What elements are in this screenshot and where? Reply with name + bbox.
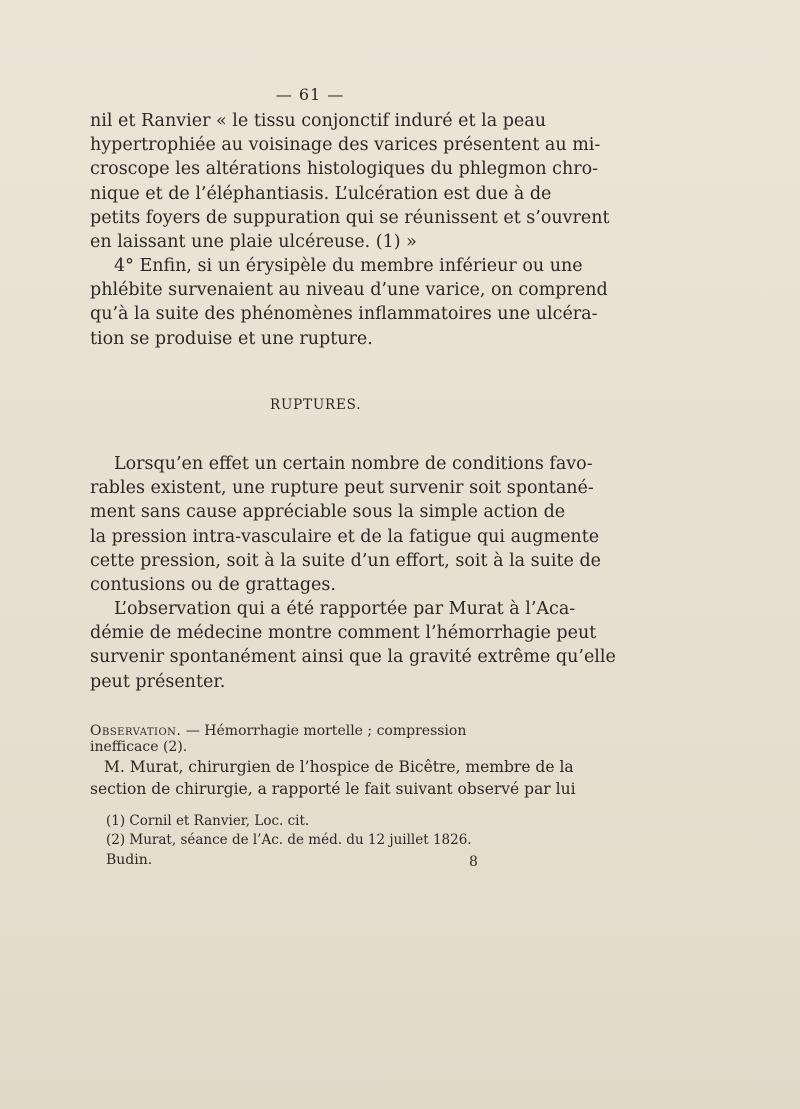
footnotes [106,812,526,850]
text-line: survenir spontanément ainsi que la gravité extrême qu’elle [90,647,616,668]
text-line: nique et de l’éléphantiasis. L’ulcération est due à de [90,183,552,204]
text-line: en laissant une plaie ulcéreuse. (1) » [90,232,417,253]
text-line: phlébite survenaient au niveau d’une varice, on comprend [90,280,608,301]
observation-label: Observation. [90,723,182,739]
text-line: croscope les altérations histologiques du phlegmon chro- [90,159,599,180]
page-number: — 61 — [275,85,345,104]
paragraph-murat [90,597,616,694]
text-line: M. Murat, chirurgien de l’hospice de Bicêtre, membre de la [104,758,574,776]
paragraph-point-4 [90,254,608,351]
text-line: nil et Ranvier « le tissu conjonctif induré et la peau [90,111,546,131]
text-line: 4° Enfin, si un érysipèle du membre inférieur ou une [114,256,583,276]
text-line: ment sans cause appréciable sous la simple action de [90,502,566,523]
text-line: hypertrophiée au voisinage des varices présentent au mi- [90,135,601,156]
footnote-2: (2) Murat, séance de l’Ac. de méd. du 12 juillet 1826. [106,832,472,848]
paragraph-ruptures [90,452,602,597]
footnote-1: (1) Cornil et Ranvier, Loc. cit. [106,813,310,829]
signature-number: 8 [469,854,478,870]
text-line: petits foyers de suppuration qui se réunissent et s’ouvrent [90,207,610,228]
text-line: démie de médecine montre comment l’hémorrhagie peut [90,623,597,644]
observation-title [90,723,530,755]
text-line: qu’à la suite des phénomènes inflammatoires une ulcéra- [90,304,598,325]
observation-text: — Hémorrhagie mortelle ; compression inefficace (2). [90,723,467,755]
paragraph-observation [90,756,576,800]
text-line: rables existent, une rupture peut survenir soit spontané- [90,478,594,499]
text-line: Lorsqu’en effet un certain nombre de conditions favo- [114,454,593,474]
text-line: section de chirurgie, a rapporté le fait suivant observé par lui [90,780,576,798]
text-line: peut présenter. [90,671,226,692]
paragraph-continuation [90,109,610,254]
text-line: tion se produise et une rupture. [90,328,373,349]
signature-name: Budin. [106,852,153,868]
text-line: contusions ou de grattages. [90,575,336,596]
text-line: L’observation qui a été rapportée par Murat à l’Aca- [114,599,576,619]
text-line: la pression intra-vasculaire et de la fatigue qui augmente [90,526,600,547]
text-line: cette pression, soit à la suite d’un effort, soit à la suite de [90,550,602,571]
section-heading: RUPTURES. [270,397,362,413]
